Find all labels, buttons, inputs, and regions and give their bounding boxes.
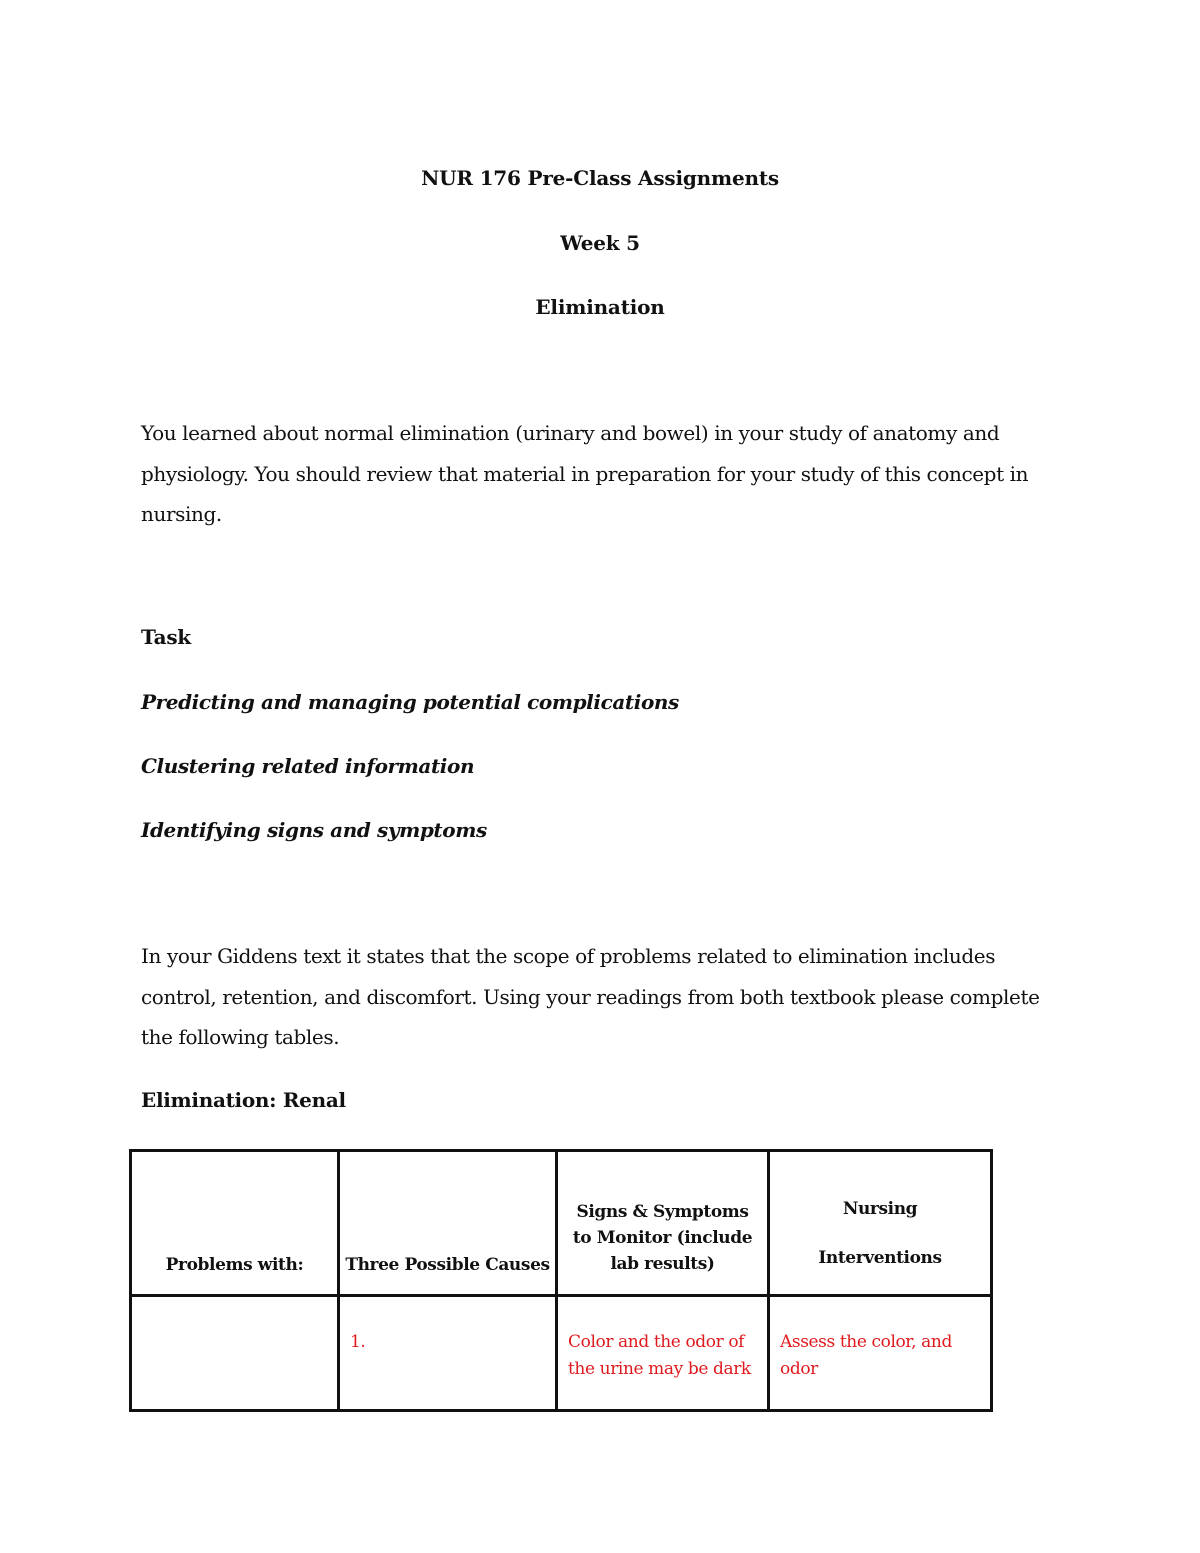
cell-interventions-text: Assess the color, and odor [780,1332,952,1379]
cell-signs-text: Color and the odor of the urine may be dark [568,1332,751,1379]
topic-title: Elimination [535,295,665,319]
intro-paragraph: You learned about normal elimination (urinary and bowel) in your study of anatomy and physiology. You should review that material in preparation for your study of this concept in nursing. [141,421,1029,526]
cell-problems-text [132,1297,337,1329]
header-signs [557,1151,769,1296]
header-causes [339,1151,557,1296]
header-nursing-line2: Interventions [818,1248,942,1268]
header-signs-label: Signs & Symptoms to Monitor (include lab results) [572,1202,753,1274]
header-problems [131,1151,339,1296]
table-header-row [131,1151,992,1296]
table-row [131,1296,992,1411]
cell-causes-text: 1. [350,1332,366,1352]
task-item-identifying: Identifying signs and symptoms [141,818,487,842]
header-nursing-label [770,1163,990,1283]
header-nursing-line1: Nursing [842,1199,918,1219]
instructions-paragraph: In your Giddens text it states that the scope of problems related to elimination includes control, retention, and discomfort. Using your readings from both textbook please complete the following tables. [141,944,1040,1049]
cell-interventions[interactable] [769,1296,992,1411]
week-label: Week 5 [560,231,640,255]
cell-signs[interactable] [557,1296,769,1411]
cell-causes[interactable] [339,1296,557,1411]
renal-table [129,1149,993,1412]
header-problems-label: Problems with: [165,1255,304,1275]
task-item-clustering: Clustering related information [141,754,475,778]
course-title: NUR 176 Pre-Class Assignments [421,166,779,190]
header-causes-label: Three Possible Causes [345,1255,550,1275]
task-heading: Task [141,625,191,649]
cell-problems[interactable] [131,1296,339,1411]
task-item-predicting: Predicting and managing potential complications [141,690,679,714]
renal-section-heading: Elimination: Renal [141,1088,346,1112]
header-nursing [769,1151,992,1296]
